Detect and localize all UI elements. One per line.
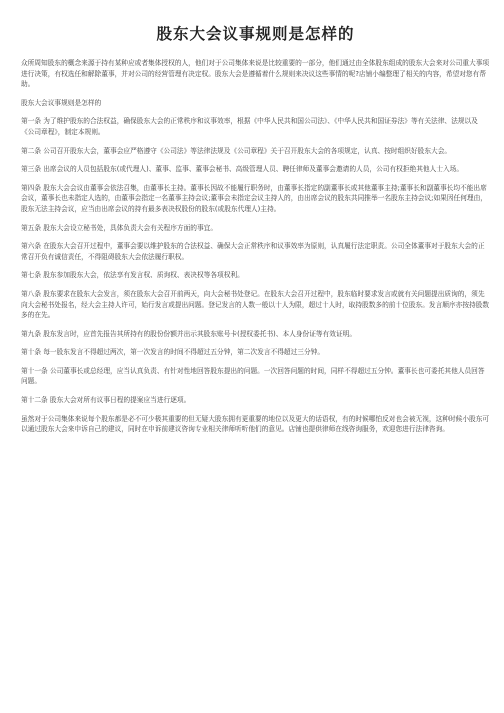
article-11-paragraph: 第十一条 公司董事长或总经理，应当认真负责、有针对性地回答股东提出的问题。一次回答问题的时间，同样不得超过五分钟。董事长也可委托其他人员回答问题。 bbox=[21, 366, 485, 386]
section-heading: 股东大会议事规则是怎样的 bbox=[21, 98, 102, 107]
closing-paragraph: 虽然对于公司集体来说每个股东都是必不可少极其重要的但无疑大股东拥有更重要的地位以及更大的话语权，有的时候哪怕反对也会被无视，这种时候小股东可以通过股东大会来申诉自己的建议，同时在申诉前建议咨询专业相关律师听听他们的意见。店铺也提供律师在线咨询服务，欢迎您进行法律咨询。 bbox=[21, 414, 490, 434]
article-8-paragraph: 第八条 股东要求在股东大会发言，须在股东大会召开前两天，向大会秘书处登记。在股东大会召开过程中，股东临时要求发言或就有关问题提出质询的，须先向大会秘书处报名，经大会主持人许可，始行发言或提出问题。登记发言的人数一般以十人为限，超过十人时，取持股数多的前十位股东。发言顺序亦按持股数多的在先。 bbox=[21, 289, 490, 320]
page-title: 股东大会议事规则是怎样的 bbox=[156, 25, 355, 43]
article-5-paragraph: 第五条 股东大会设立秘书处，具体负责大会有关程序方面的事宜。 bbox=[21, 223, 218, 232]
article-7-paragraph: 第七条 股东参加股东大会，依法享有发言权、质询权、表决权等各项权利。 bbox=[21, 271, 244, 280]
article-10-paragraph: 第十条 每一股东发言不得超过两次，第一次发言的时间不得超过五分钟，第二次发言不得超过三分钟。 bbox=[21, 348, 325, 357]
article-12-paragraph: 第十二条 股东大会对所有议事日程的提案应当进行逐项。 bbox=[21, 396, 191, 405]
article-2-paragraph: 第二条 公司召开股东大会，董事会应严格遵守《公司法》等法律法规及《公司章程》关于召开股东大会的各项规定，认真、按时组织好股东大会。 bbox=[21, 146, 452, 155]
intro-paragraph: 众所周知股东的概念来源于持有某种应或者集体授权的人，他们对于公司集体来说是比较重要的一部分，他们通过由全体股东组成的股东大会来对公司重大事项进行决策，有权选任和解除董事，并对公司的经营管理有决定权。股东大会是遵循着什么规则来决议这些事情的呢?店铺小编整理了相关的内容，希望对您有帮助。 bbox=[21, 59, 490, 89]
article-9-paragraph: 第九条 股东发言时，应首先报告其所持有的股份份额并出示其股东账号卡(授权委托书)、本人身份证等有效证明。 bbox=[21, 329, 357, 338]
article-3-paragraph: 第三条 出席会议的人员包括股东(或代理人)、董事、监事、董事会秘书、高级管理人员、聘任律师及董事会邀请的人员，公司有权拒绝其他人士入场。 bbox=[21, 165, 464, 174]
article-4-paragraph: 第四条 股东大会会议由董事会依法召集，由董事长主持。董事长因故不能履行职务时，由董事长指定的副董事长或其他董事主持;董事长和副董事长均不能出席会议，董事长也未指定人选的，由董事会指定一名董事主持会议;董事会未指定会议主持人的，由出席会议的股东共同推举一名股东主持会议;如果因任何理由，股东无法主持会议，应当由出席会议的持有最多表决权股份的股东(或股东代理人)主持。 bbox=[21, 183, 487, 213]
article-1-paragraph: 第一条 为了维护股东的合法权益，确保股东大会的正常秩序和议事效率，根据《中华人民共和国公司法》、《中华人民共和国证券法》等有关法律、法规以及《公司章程》，制定本规则。 bbox=[21, 117, 478, 136]
article-6-paragraph: 第六条 在股东大会召开过程中，董事会要以维护股东的合法权益、确保大会正常秩序和议事效率为原则，认真履行法定职责。公司全体董事对于股东大会的正常召开负有诚信责任，不得阻碍股东大会依法履行职权。 bbox=[21, 242, 485, 261]
